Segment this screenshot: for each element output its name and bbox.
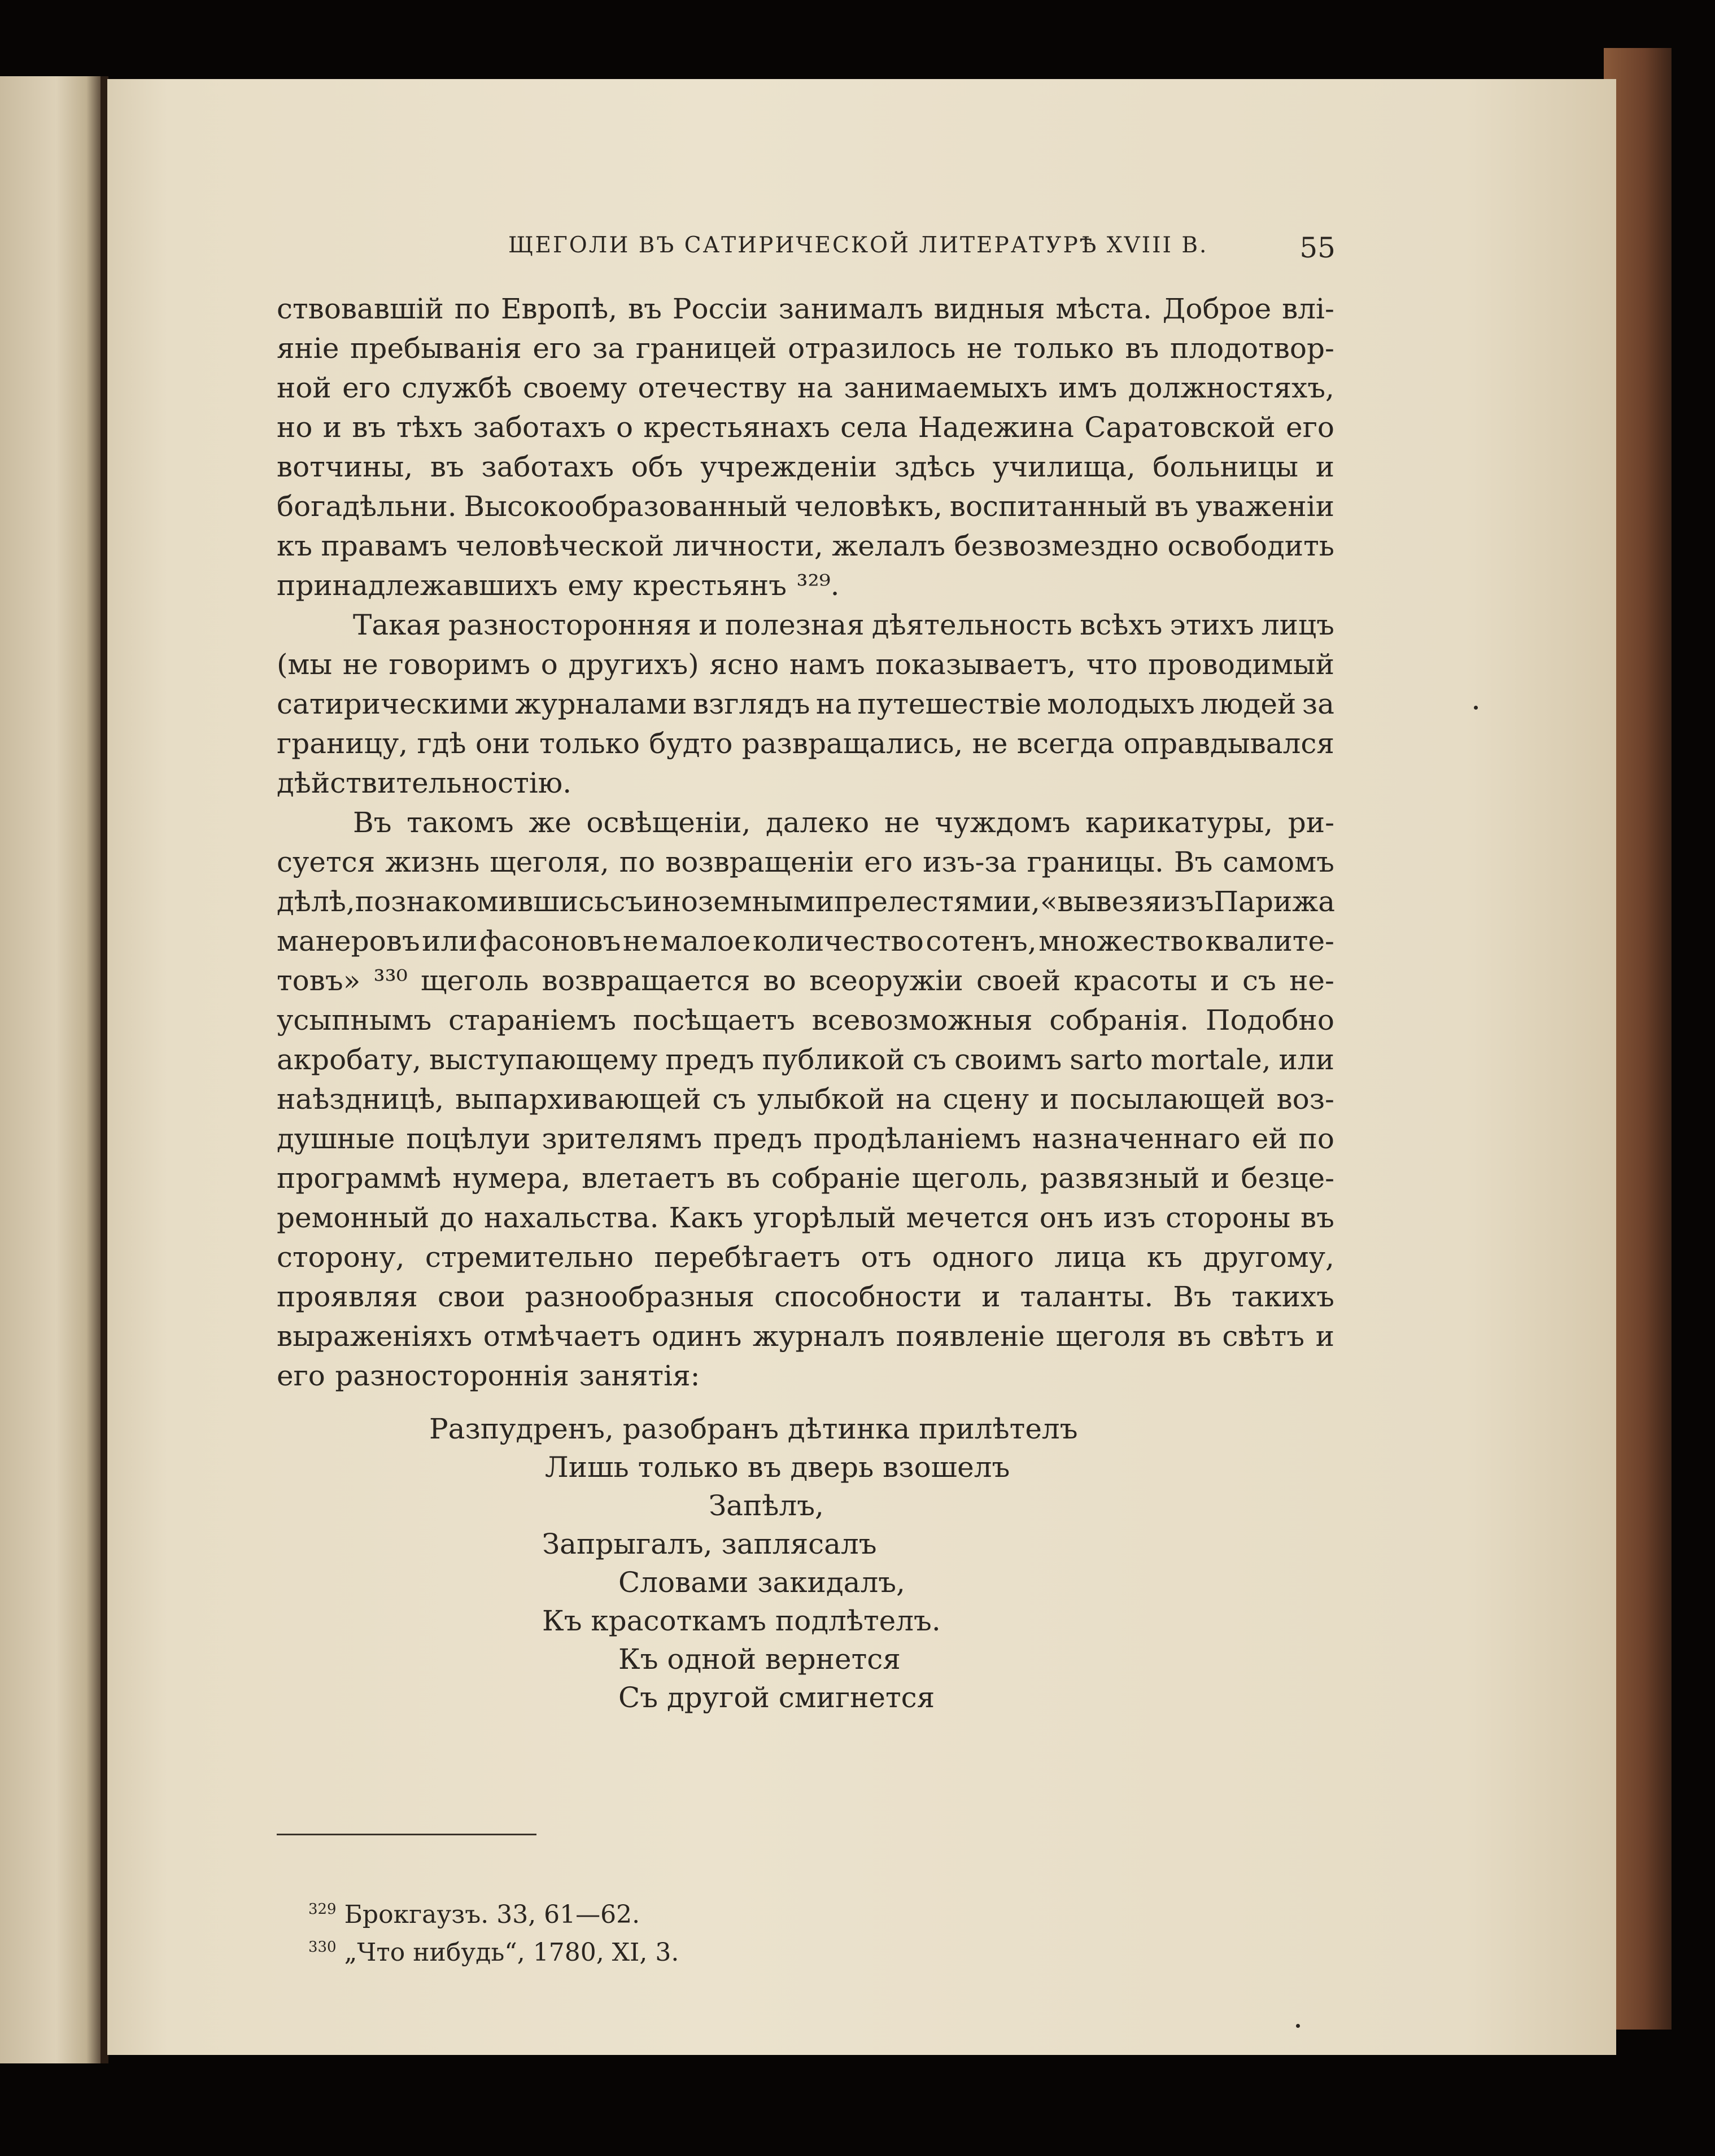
text-line: (мы не говоримъ о другихъ) ясно намъ показываетъ, что проводимый: [277, 648, 1334, 681]
verse-line: Къ одной вернется: [618, 1643, 901, 1676]
book-page: [107, 79, 1616, 2055]
text-line: программѣ нумера, влетаетъ въ собраніе щеголь, развязный и безце-: [277, 1162, 1334, 1195]
text-line: манеровъ или фасоновъ не малое количество сотенъ, множество квалите-: [277, 925, 1334, 957]
text-line: яніе пребыванія его за границей отразилось не только въ плодотвор-: [277, 332, 1334, 365]
footnote-330: [277, 1909, 679, 1996]
verse-line: Запрыгалъ, заплясалъ: [542, 1528, 877, 1560]
text-line: усыпнымъ стараніемъ посѣщаетъ всевозможныя собранія. Подобно: [277, 1004, 1334, 1037]
footnote-text: „Что нибудь“, 1780, XI, 3.: [344, 1938, 679, 1967]
text-line: богадѣльни. Высокообразованный человѣкъ, воспитанный въ уваженіи: [277, 490, 1334, 523]
verse-line: Запѣлъ,: [709, 1489, 824, 1522]
verse-line: Разпудренъ, разобранъ дѣтинка прилѣтелъ: [429, 1412, 1078, 1445]
text-line: дѣйствительностію.: [277, 767, 572, 799]
verse-line: Съ другой смигнется: [618, 1681, 935, 1714]
footnote-number: 330: [308, 1939, 337, 1956]
text-line: Такая разносторонняя и полезная дѣятельность всѣхъ этихъ лицъ: [353, 609, 1334, 641]
verse-line: Лишь только въ дверь взошелъ: [545, 1451, 1010, 1484]
body-text: [277, 289, 1334, 1396]
text-line: границу, гдѣ они только будто развращались, не всегда оправдывался: [277, 727, 1334, 760]
running-title: ЩЕГОЛИ ВЪ САТИРИЧЕСКОЙ ЛИТЕРАТУРѢ XVIII В.: [508, 233, 1208, 258]
text-line: акробату, выступающему предъ публикой съ своимъ sarto mortale, или: [277, 1043, 1334, 1076]
text-line: наѣздницѣ, выпархивающей съ улыбкой на сцену и посылающей воз-: [277, 1083, 1334, 1116]
text-line: но и въ тѣхъ заботахъ о крестьянахъ села Надежина Саратовской его: [277, 411, 1334, 444]
text-line: ствовавшій по Европѣ, въ Россіи занималъ видныя мѣста. Доброе влі-: [277, 292, 1334, 325]
paper-speck: [1474, 706, 1478, 710]
text-line: дѣлѣ, познакомившись съ иноземными прелестями и, «вывезя изъ Парижа: [277, 885, 1336, 918]
text-line: къ правамъ человѣческой личности, желалъ безвозмездно освободить: [277, 530, 1334, 562]
page-number: 55: [1299, 231, 1336, 264]
text-line: товъ» ³³⁰ щеголь возвращается во всеоружіи своей красоты и съ не-: [277, 964, 1334, 997]
footnote-rule: [277, 1834, 536, 1835]
text-line: ремонный до нахальства. Какъ угорѣлый мечется онъ изъ стороны въ: [277, 1201, 1334, 1234]
text-line: душные поцѣлуи зрителямъ предъ продѣланіемъ назначеннаго ей по: [277, 1122, 1334, 1155]
verse-line: Къ красоткамъ подлѣтелъ.: [542, 1604, 941, 1637]
text-line: ной его службѣ своему отечеству на занимаемыхъ имъ должностяхъ,: [277, 371, 1334, 404]
text-line: Въ такомъ же освѣщеніи, далеко не чуждомъ карикатуры, ри-: [353, 806, 1334, 839]
text-line: проявляя свои разнообразныя способности и таланты. Въ такихъ: [277, 1280, 1334, 1313]
footnote-number: 329: [308, 1901, 337, 1918]
paper-speck: [1296, 2024, 1300, 2028]
text-line: суется жизнь щеголя, по возвращеніи его изъ-за границы. Въ самомъ: [277, 846, 1334, 878]
text-line: выраженіяхъ отмѣчаетъ одинъ журналъ появленіе щеголя въ свѣтъ и: [277, 1320, 1334, 1353]
text-line: вотчины, въ заботахъ объ учрежденіи здѣсь училища, больницы и: [277, 451, 1334, 483]
facing-page-edge: [0, 76, 102, 2063]
text-line: его разностороннія занятія:: [277, 1359, 700, 1392]
text-line: сатирическими журналами взглядъ на путешествіе молодыхъ людей за: [277, 688, 1334, 720]
text-line: сторону, стремительно перебѣгаетъ отъ одного лица къ другому,: [277, 1241, 1334, 1274]
verse-line: Словами закидалъ,: [618, 1566, 905, 1599]
text-line: принадлежавшихъ ему крестьянъ ³²⁹.: [277, 569, 840, 602]
footnote-text: Брокгаузъ. 33, 61—62.: [344, 1900, 640, 1929]
